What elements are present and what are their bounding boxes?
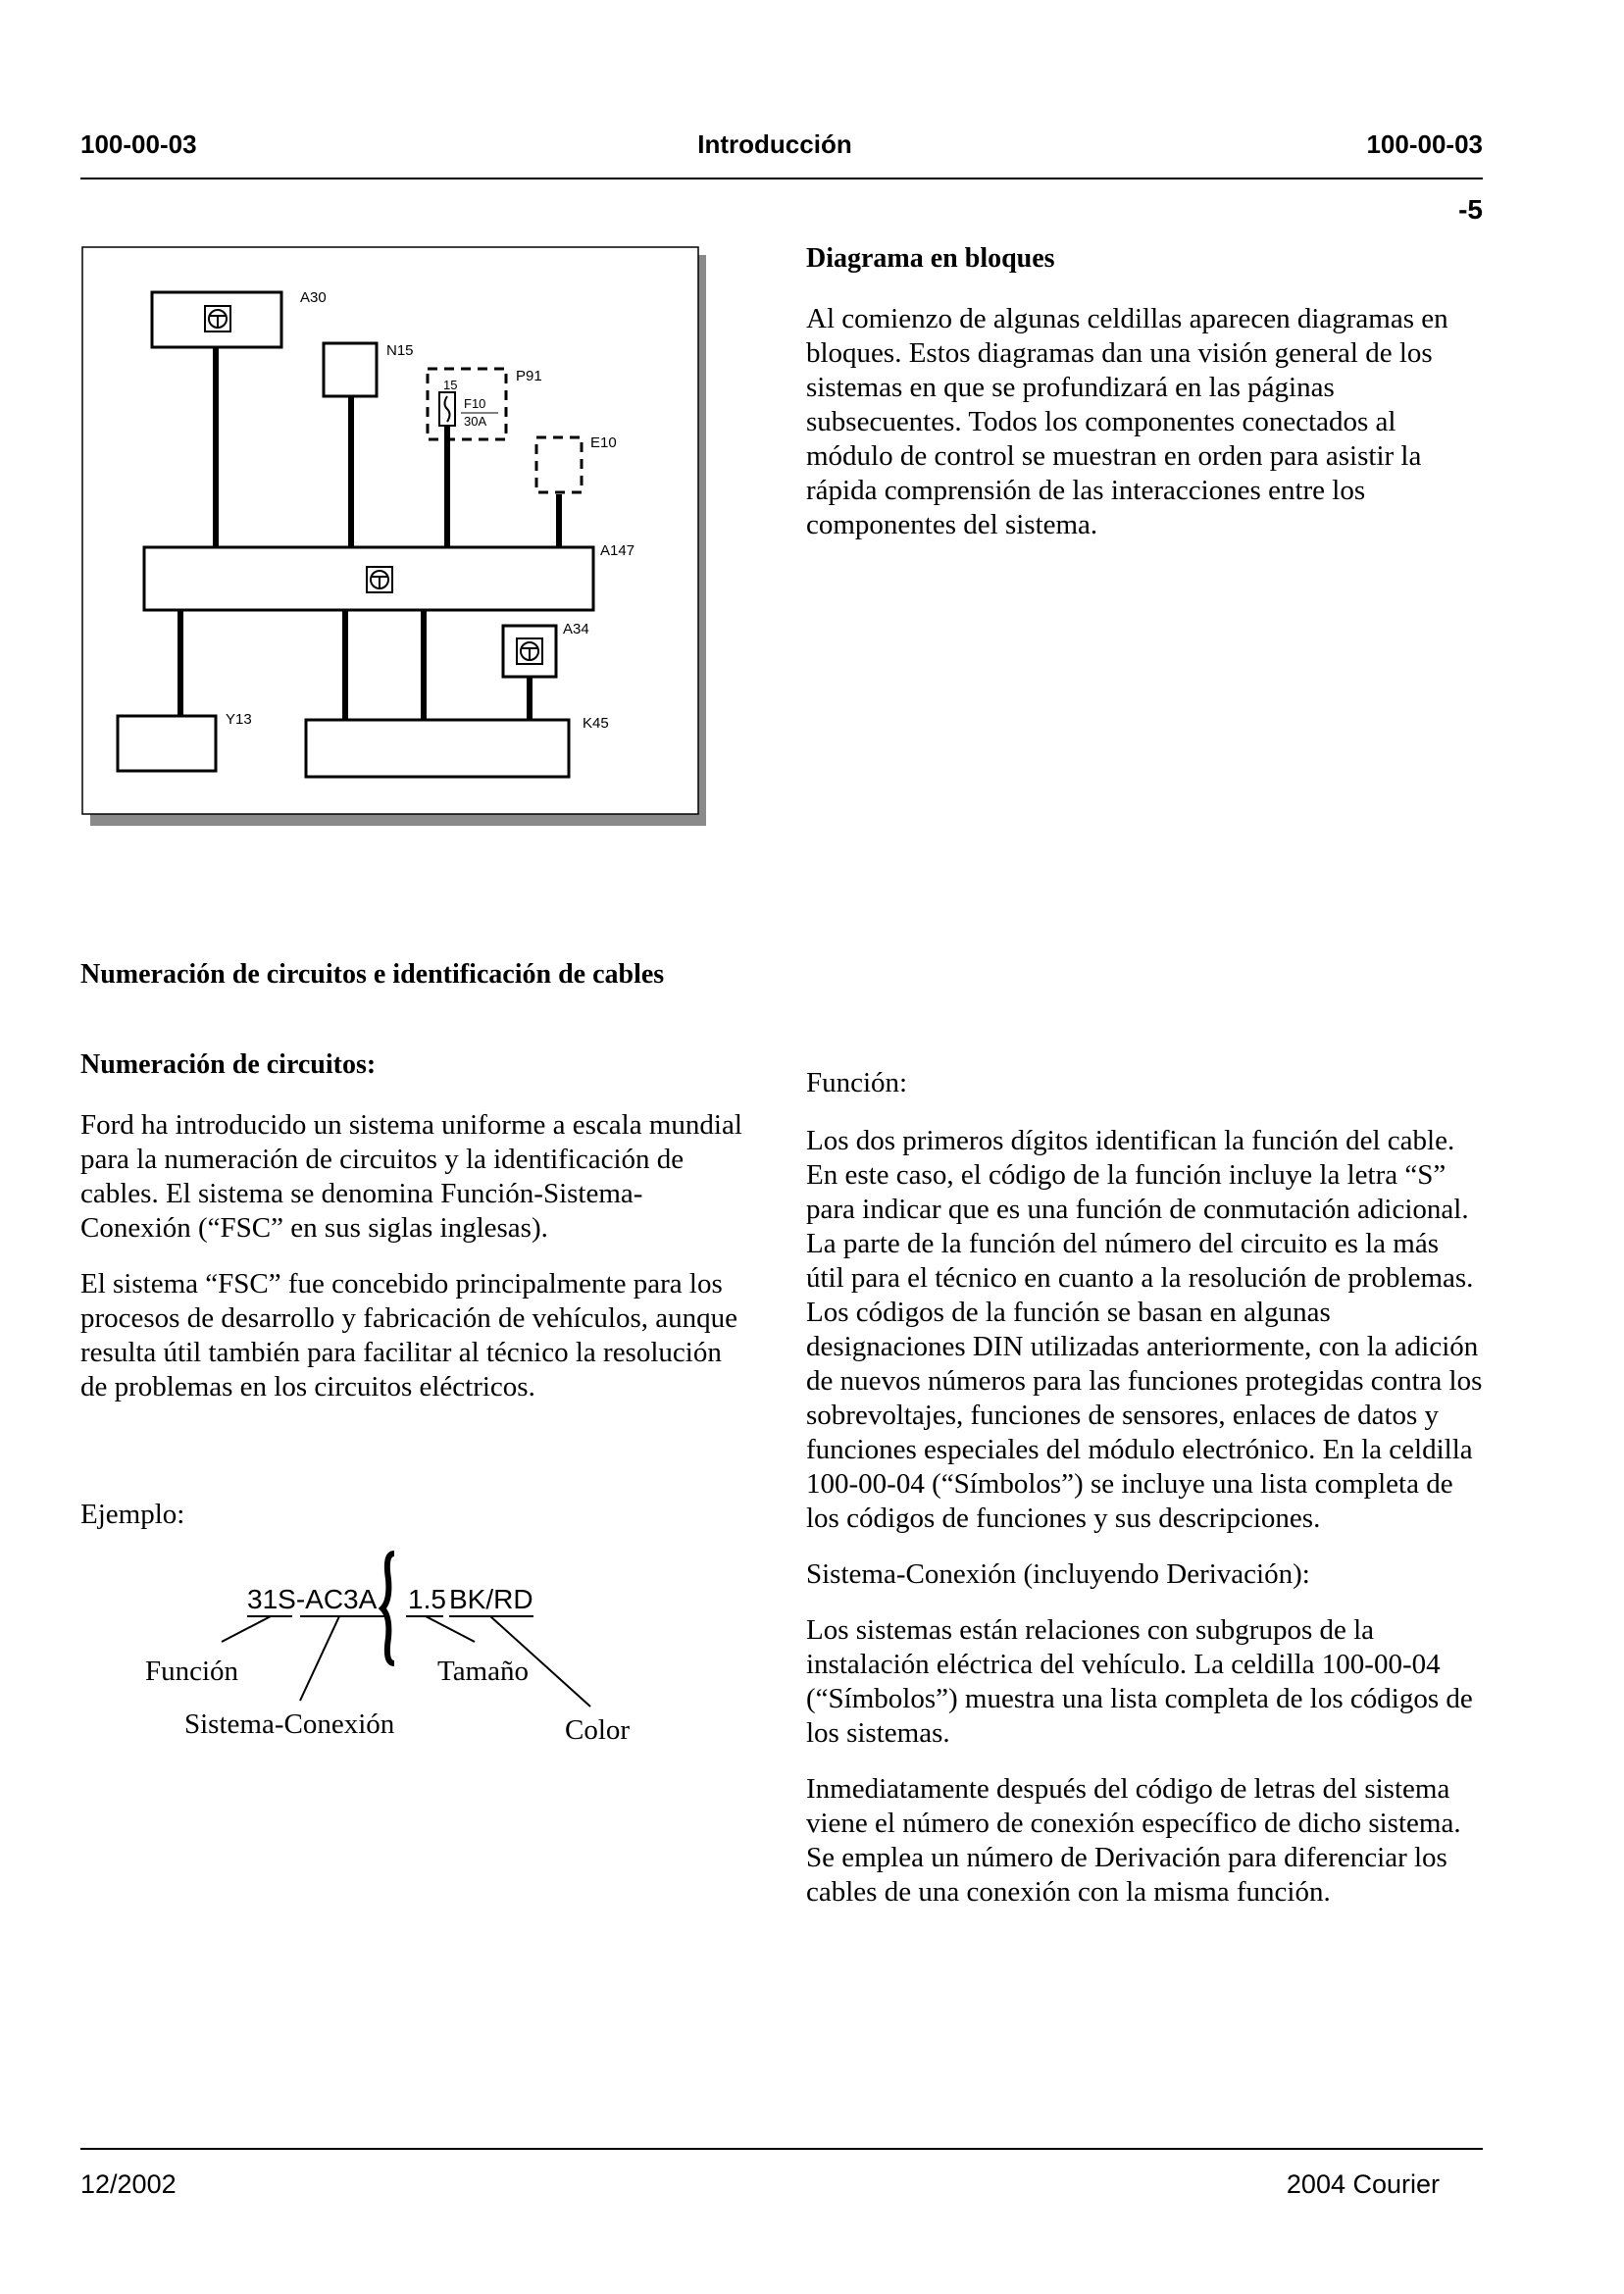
circuit-paragraphs <box>80 1108 747 1426</box>
header-left-code: 100-00-03 <box>80 129 197 159</box>
label-fuse-pin: 15 <box>443 378 458 392</box>
code-color: BK/RD <box>449 1584 533 1614</box>
block-diagram <box>78 243 716 832</box>
example-label-size: Tamaño <box>437 1656 529 1687</box>
heading-function: Función: <box>806 1067 908 1098</box>
label-fuse-rating: 30A <box>464 414 487 429</box>
paragraph-text: Los sistemas están relaciones con subgrupos de la instalación eléctrica del vehículo. La celdilla 100-00-04 (“Símbolos”) muestra una lista completa de los códigos de los sistemas. <box>806 1614 1473 1749</box>
header-right-code: 100-00-03 <box>1366 129 1483 159</box>
example-label-system: Sistema-Conexión <box>184 1708 395 1740</box>
label-e10: E10 <box>590 434 617 451</box>
subheading-system-connection: Sistema-Conexión (incluyendo Derivación): <box>806 1558 1310 1590</box>
paragraph-text: Los dos primeros dígitos identifican la función del cable. En este caso, el código de la función incluye la letra “S” para indicar que es una función de conmutación adicional. La parte de la función del número del circuito es la más útil para el técnico en cuanto a la resolución de problemas. Los códigos de la función se basan en algunas designaciones DIN utilizadas anteriormente, con la adición de nuevos números para las funciones protegidas contra los sobrevoltajes, funciones de sensores, enlaces de datos y funciones especiales del módulo electrónico. En la celdilla 100-00-04 (“Símbolos”) se incluye una lista completa de los códigos de funciones y sus descripciones. <box>806 1125 1483 1534</box>
paragraph-text: Al comienzo de algunas celdillas aparecen diagramas en bloques. Estos diagramas dan una visión general de los sistemas en que se profundizará en las páginas subsecuentes. Todos los componentes conectados al módulo de control se muestran en orden para asistir la rápida comprensión de las interacciones entre los componentes del sistema. <box>806 303 1448 540</box>
page-number: -5 <box>1458 194 1483 225</box>
label-a30: A30 <box>300 289 327 306</box>
code-size: 1.5 <box>408 1584 446 1614</box>
separator-brace-icon <box>382 1554 394 1663</box>
paragraph-text: Inmediatamente después del código de letras del sistema viene el número de conexión específico de dicho sistema. Se emplea un número de Derivación para diferenciar los cables de una conexión con la misma función. <box>806 1773 1461 1908</box>
label-p91: P91 <box>516 368 542 384</box>
heading-block-diagram: Diagrama en bloques <box>806 243 1055 274</box>
footer-rule <box>80 2148 1483 2150</box>
component-y13 <box>118 716 216 771</box>
label-y13: Y13 <box>226 711 252 728</box>
header-rule <box>80 178 1483 179</box>
subheading-circuit-numbering: Numeración de circuitos: <box>80 1049 377 1080</box>
component-k45 <box>306 720 569 777</box>
label-k45: K45 <box>583 715 609 732</box>
label-n15: N15 <box>386 342 414 359</box>
paragraph-text: El sistema “FSC” fue concebido principalmente para los procesos de desarrollo y fabricación de vehículos, aunque resulta útil también para facilitar al técnico la resolución de problemas en los circuitos eléctricos. <box>80 1268 737 1402</box>
footer-model: 2004 Courier <box>1286 2169 1440 2199</box>
heading-circuit-numbering: Numeración de circuitos e identificación de cables <box>80 959 665 990</box>
footer-date: 12/2002 <box>80 2169 177 2199</box>
label-a34: A34 <box>563 621 589 637</box>
label-a147: A147 <box>600 542 635 559</box>
paragraph-block-diagram <box>806 302 1483 564</box>
example-label: Ejemplo: <box>80 1499 185 1530</box>
label-fuse-name: F10 <box>464 396 486 411</box>
paragraph-text: Ford ha introducido un sistema uniforme a escala mundial para la numeración de circuitos y la identificación de cables. El sistema se denomina Función-Sistema-Conexión (“FSC” en sus siglas inglesas). <box>80 1109 742 1244</box>
page-title: Introducción <box>697 129 852 159</box>
example-label-color: Color <box>565 1714 631 1746</box>
function-paragraphs <box>806 1124 1483 1931</box>
component-n15 <box>324 343 377 396</box>
example-label-function: Función <box>145 1656 239 1687</box>
code-function-system: 31S-AC3A <box>247 1584 378 1614</box>
